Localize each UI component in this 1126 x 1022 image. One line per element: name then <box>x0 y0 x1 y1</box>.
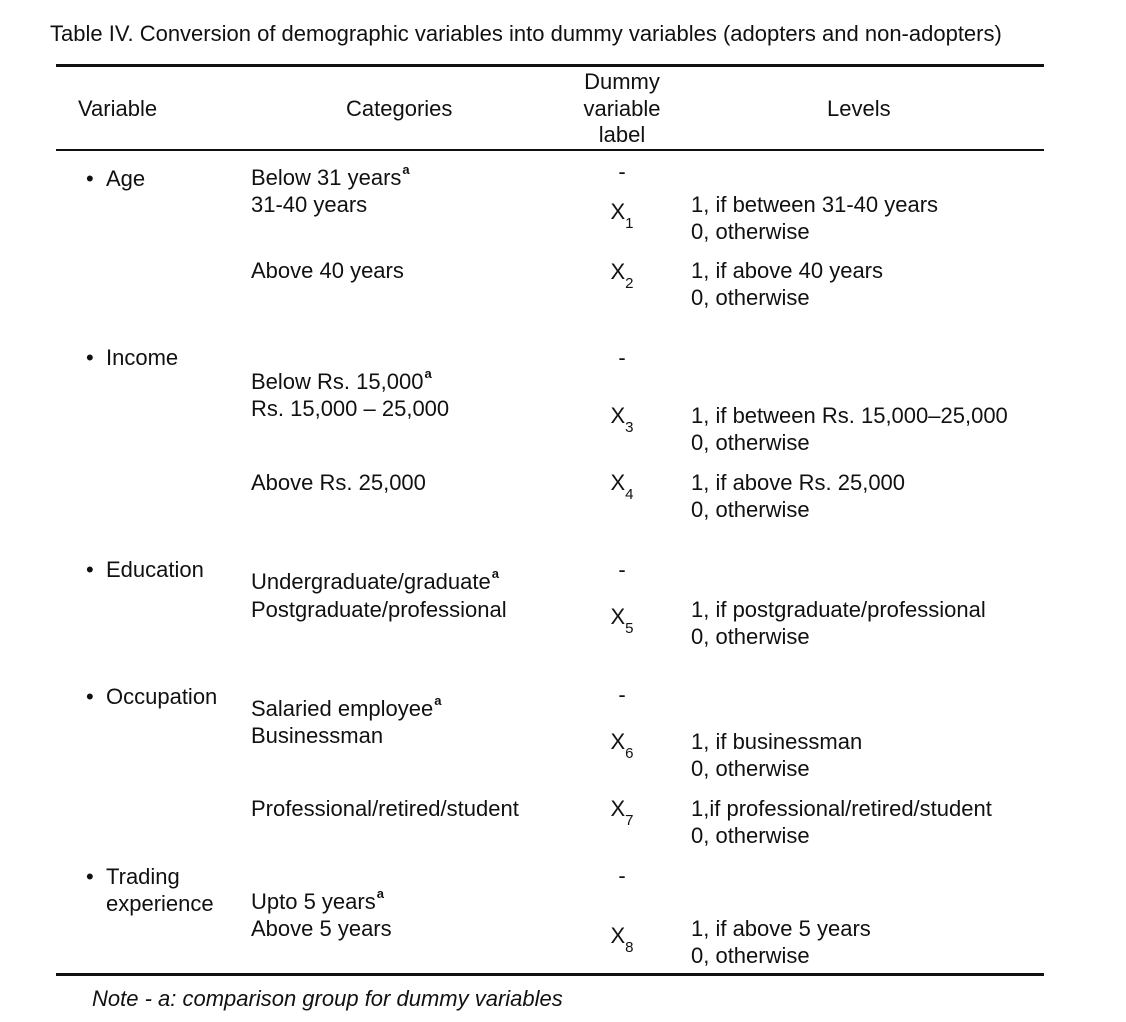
dash-occupation: - <box>618 682 626 707</box>
category-trading-reference: Upto 5 years$^a$ <box>251 885 384 914</box>
variable-income: Income <box>106 345 179 370</box>
level-income-1a: 1, if between Rs. 15,000–25,000 <box>691 403 1008 428</box>
header-rule <box>56 149 1044 151</box>
header-dummy-line1: Dummy <box>584 69 660 94</box>
level-age-1a: 1, if between 31-40 years <box>691 192 939 217</box>
label-x3: $X_3$ <box>610 403 634 437</box>
variable-occupation: Occupation <box>106 684 218 709</box>
category-education-1: Postgraduate/professional <box>251 597 507 622</box>
header-dummy-line2: variable <box>583 96 661 121</box>
level-income-1b: 0, otherwise <box>691 430 810 455</box>
level-education-1a: 1, if postgraduate/professional <box>691 597 986 622</box>
level-occupation-2b: 0, otherwise <box>691 823 810 848</box>
variable-trading-line2: experience <box>106 891 214 916</box>
level-education-1b: 0, otherwise <box>691 624 810 649</box>
level-age-2b: 0, otherwise <box>691 285 810 310</box>
category-income-1: Rs. 15,000 – 25,000 <box>251 396 450 421</box>
label-x1: $X_1$ <box>610 199 634 233</box>
level-occupation-2a: 1,if professional/retired/student <box>691 796 992 821</box>
variable-age: Age <box>106 166 146 191</box>
level-occupation-1b: 0, otherwise <box>691 756 810 781</box>
label-x7: $X_7$ <box>610 796 634 830</box>
category-age-reference: Below 31 years$^a$ <box>251 161 410 190</box>
dash-trading: - <box>618 863 626 888</box>
category-income-reference: Below Rs. 15,000$^a$ <box>251 365 432 394</box>
level-trading-1a: 1, if above 5 years <box>691 916 871 941</box>
label-x8: $X_8$ <box>610 923 634 957</box>
bottom-rule <box>56 973 1044 976</box>
bullet-trading: • <box>86 864 94 889</box>
category-trading-1: Above 5 years <box>251 916 392 941</box>
category-occupation-1: Businessman <box>251 723 384 748</box>
category-occupation-2: Professional/retired/student <box>251 796 519 821</box>
level-age-2a: 1, if above 40 years <box>691 258 884 283</box>
header-dummy-line3: label <box>598 122 646 147</box>
level-age-1b: 0, otherwise <box>691 219 810 244</box>
variable-education: Education <box>106 557 204 582</box>
bullet-income: • <box>86 345 94 370</box>
category-age-2: Above 40 years <box>251 258 404 283</box>
header-variable: Variable <box>78 96 158 121</box>
level-trading-1b: 0, otherwise <box>691 943 810 968</box>
dash-education: - <box>618 557 626 582</box>
category-income-2: Above Rs. 25,000 <box>251 470 426 495</box>
header-levels: Levels <box>827 96 891 121</box>
category-education-reference: Undergraduate/graduate$^a$ <box>251 565 499 594</box>
label-x2: $X_2$ <box>610 259 634 293</box>
level-occupation-1a: 1, if businessman <box>691 729 863 754</box>
bullet-education: • <box>86 557 94 582</box>
table-note: Note - a: comparison group for dummy variables <box>92 986 563 1011</box>
bullet-age: • <box>86 166 94 191</box>
label-x5: $X_5$ <box>610 604 634 638</box>
category-age-1: 31-40 years <box>251 192 368 217</box>
dash-income: - <box>618 345 626 370</box>
level-income-2b: 0, otherwise <box>691 497 810 522</box>
variable-trading-line1: Trading <box>106 864 180 889</box>
level-income-2a: 1, if above Rs. 25,000 <box>691 470 906 495</box>
label-x4: $X_4$ <box>610 470 634 504</box>
bullet-occupation: • <box>86 684 94 709</box>
label-x6: $X_6$ <box>610 729 634 763</box>
dash-age: - <box>618 159 626 184</box>
table-caption: Table IV. Conversion of demographic variables into dummy variables (adopters and non-adopters) <box>50 21 1002 46</box>
top-rule <box>56 64 1044 67</box>
category-occupation-reference: Salaried employee$^a$ <box>251 692 442 721</box>
header-categories: Categories <box>346 96 453 121</box>
